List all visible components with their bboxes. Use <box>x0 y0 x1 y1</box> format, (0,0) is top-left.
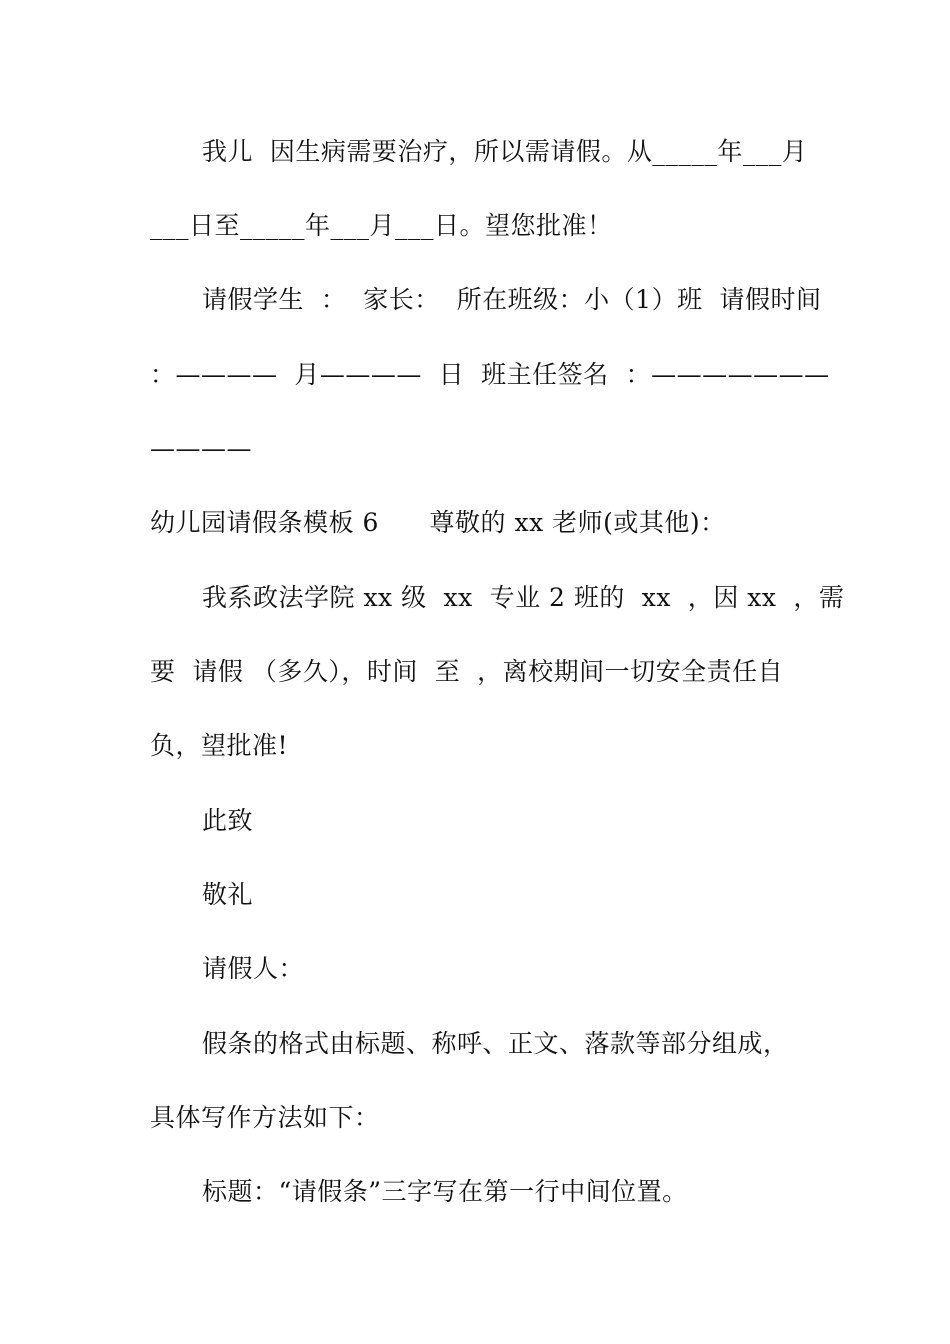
closing-salutation: 此致 <box>202 806 254 835</box>
paragraph-time-signature: ：———— 月———— 日 班主任签名 ：——————— <box>150 360 830 389</box>
paragraph-title-rule: 标题：“请假条”三字写在第一行中间位置。 <box>202 1177 688 1206</box>
paragraph-leave-reason: 我儿 因生病需要治疗，所以需请假。从_____年___月 <box>202 137 808 166</box>
paragraph-leave-dates: ___日至_____年___月___日。望您批准！ <box>150 211 613 240</box>
paragraph-format-intro: 假条的格式由标题、称呼、正文、落款等部分组成， <box>202 1029 789 1058</box>
closing-respect: 敬礼 <box>202 880 254 909</box>
paragraph-request-body: 我系政法学院 xx 级 xx 专业 2 班的 xx ，因 xx ，需 <box>202 583 845 612</box>
signature-requester: 请假人： <box>202 954 305 983</box>
paragraph-request-body-cont: 要 请假 （多久），时间 至 ，离校期间一切安全责任自 <box>150 657 784 686</box>
paragraph-signature-blank: ———— <box>150 434 252 463</box>
paragraph-student-info: 请假学生 ： 家长： 所在班级：小（1）班 请假时间 <box>202 285 822 314</box>
paragraph-format-intro-cont: 具体写作方法如下： <box>150 1103 380 1132</box>
paragraph-request-closing: 负，望批准! <box>150 731 289 760</box>
section-heading-template-6: 幼儿园请假条模板 6 尊敬的 xx 老师(或其他)： <box>150 508 726 537</box>
